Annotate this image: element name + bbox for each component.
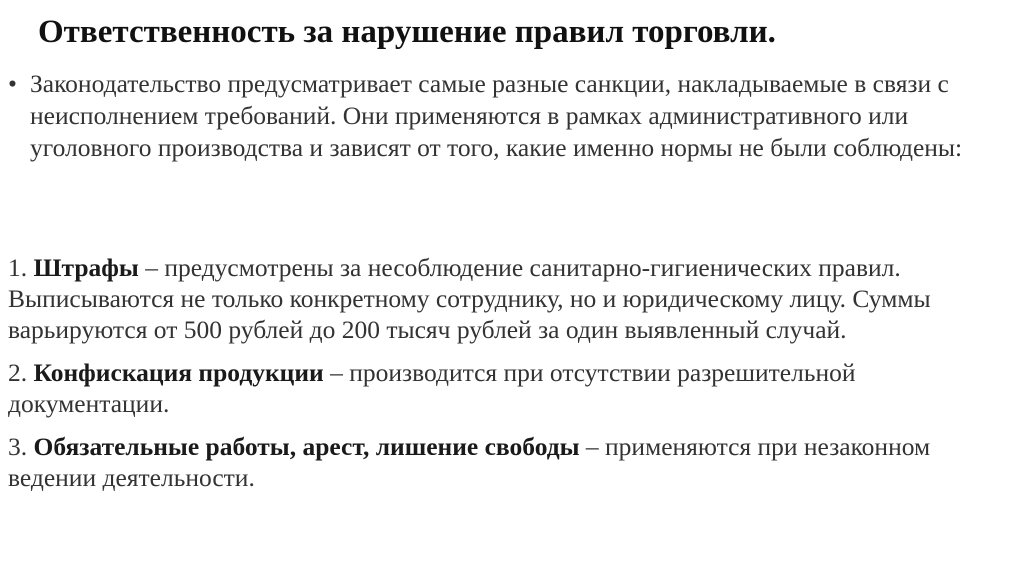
bullet-icon: • bbox=[8, 69, 17, 98]
list-item bbox=[8, 357, 1018, 419]
sanctions-list bbox=[8, 252, 1018, 505]
intro-text: Законодательство предусматривает самые разные санкции, накладываемые в связи с неисполнением требований. Они применяются в рамках административного или уголовного производства и зависят от того, какие именно нормы не были соблюдены: bbox=[30, 69, 963, 162]
intro-paragraph bbox=[8, 68, 1013, 164]
slide-title: Ответственность за нарушение правил торговли. bbox=[38, 14, 776, 50]
item-text: – предусмотрены за несоблюдение санитарно-гигиенических правил. Выписываются не только конкретному сотруднику, но и юридическому лицу. Суммы варьируются от 500 рублей до 200 тысяч рублей за один выявленный случай. bbox=[8, 253, 931, 344]
item-term: Обязательные работы, арест, лишение свободы bbox=[33, 432, 580, 461]
item-number: 1. bbox=[8, 253, 28, 282]
item-text: – применяются при незаконном ведении деятельности. bbox=[8, 432, 931, 492]
item-number: 2. bbox=[8, 358, 28, 387]
list-item bbox=[8, 431, 1018, 493]
item-text: – производится при отсутствии разрешительной документации. bbox=[8, 358, 856, 418]
item-term: Штрафы bbox=[33, 253, 139, 282]
item-number: 3. bbox=[8, 432, 28, 461]
item-term: Конфискация продукции bbox=[33, 358, 324, 387]
list-item bbox=[8, 252, 1018, 345]
